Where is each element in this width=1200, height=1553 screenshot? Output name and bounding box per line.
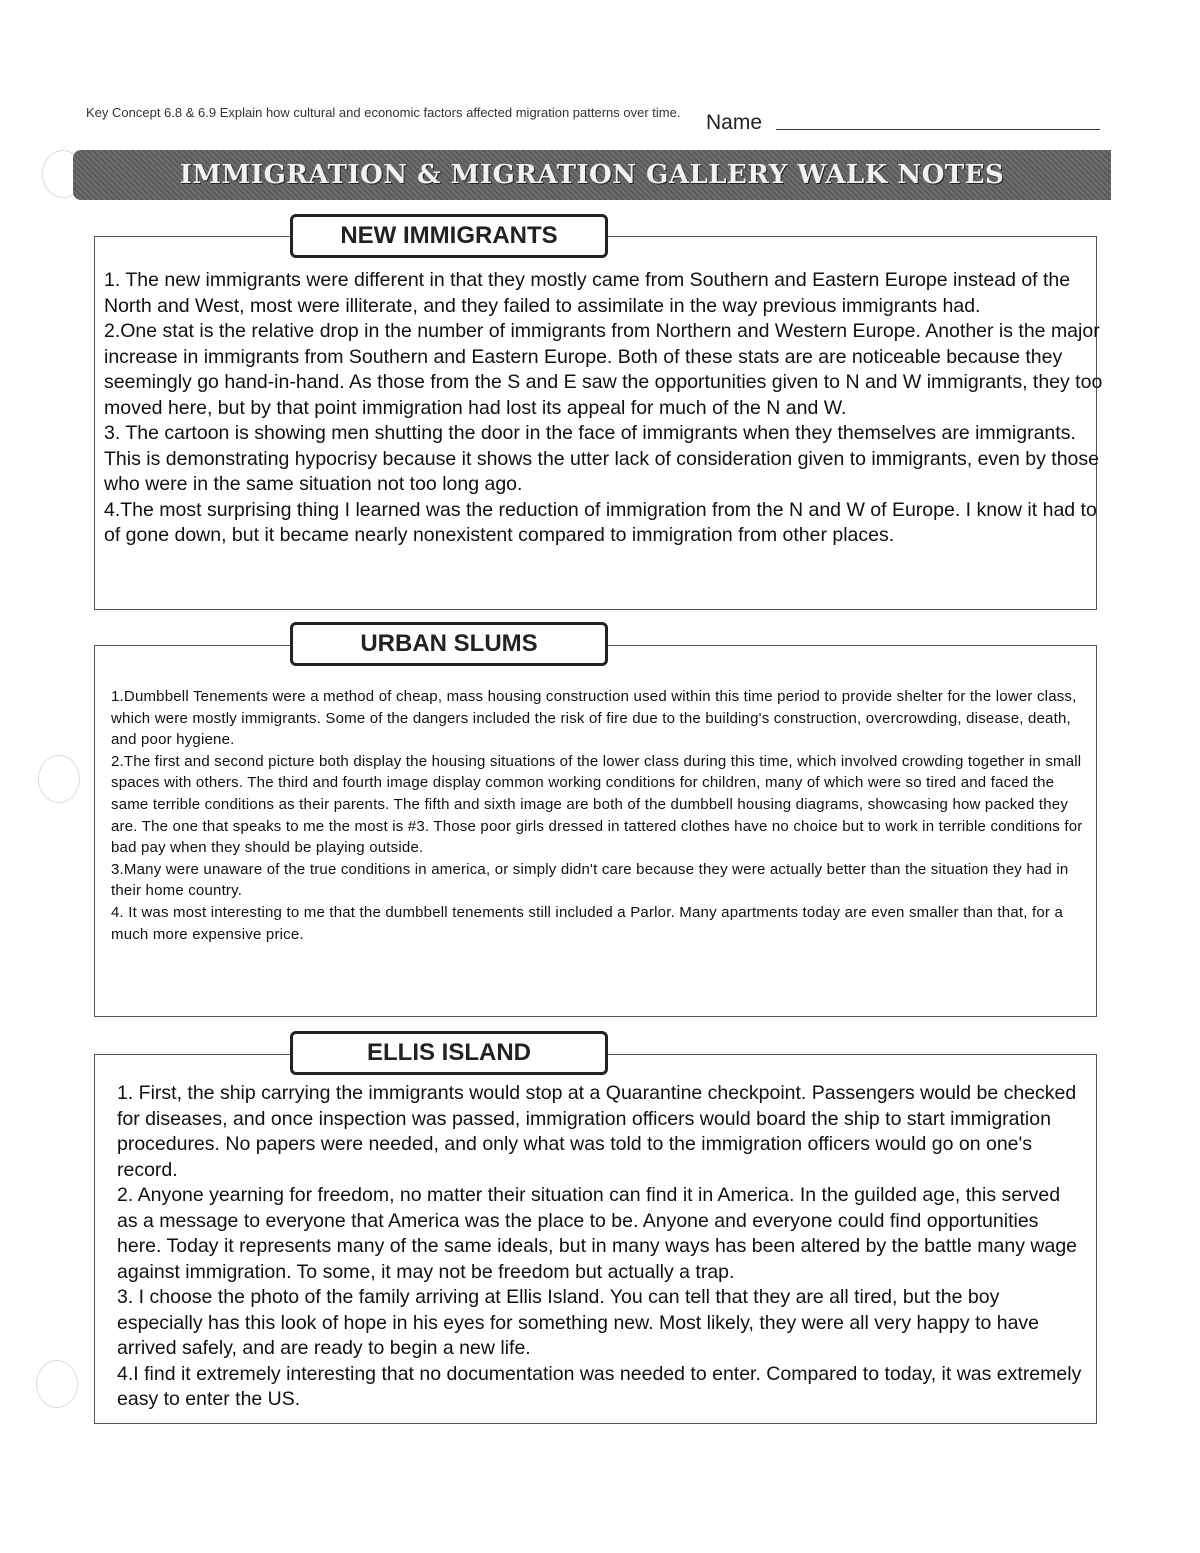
answer-item: 4.The most surprising thing I learned was the reduction of immigration from the N and W of Europe. I know it had to of gone down, but it became nearly nonexistent compared to immigration from other places. <box>104 498 1097 546</box>
punch-hole-mark <box>36 1360 78 1408</box>
answer-item: 3.Many were unaware of the true conditions in america, or simply didn't care because they were actually better than the situation they had in their home country. <box>111 860 1069 900</box>
answer-item: 2. Anyone yearning for freedom, no matter their situation can find it in America. In the guilded age, this served as a message to everyone that America was the place to be. Anyone and everyone could find opportunities here. Today it represents many of the same ideals, but in many ways has been altered by the battle many wage against immigration. To some, it may not be freedom but actually a trap. <box>117 1184 1078 1283</box>
section-answers-new-immigrants <box>104 268 1104 549</box>
answer-item: 4. It was most interesting to me that the dumbbell tenements still included a Parlor. Many apartments today are even smaller than that, for a much more expensive price. <box>111 903 1064 943</box>
answer-item: 3. I choose the photo of the family arriving at Ellis Island. You can tell that they are all tired, but the boy especially has this look of hope in his eyes for something new. Most likely, they were all very happy to have arrived safely, and are ready to begin a new life. <box>117 1286 1040 1359</box>
answer-item: 3. The cartoon is showing men shutting the door in the face of immigrants when they themselves are immigrants. This is demonstrating hypocrisy because it shows the utter lack of consideration given to immigrants, even by those who were in the same situation not too long ago. <box>104 422 1099 495</box>
page-title: IMMIGRATION & MIGRATION GALLERY WALK NOTES <box>179 160 1005 190</box>
section-title-ellis-island: ELLIS ISLAND <box>290 1031 608 1075</box>
answer-item: 1. The new immigrants were different in that they mostly came from Southern and Eastern Europe instead of the North and West, most were illiterate, and they failed to assimilate in the way previous immigrants had. <box>104 269 1071 317</box>
answer-item: 1. First, the ship carrying the immigrants would stop at a Quarantine checkpoint. Passengers would be checked for diseases, and once inspection was passed, immigration officers would board the ship to start immigration procedures. No papers were needed, and only what was told to the immigration officers would go on one's record. <box>117 1082 1077 1181</box>
answer-item: 1.Dumbbell Tenements were a method of cheap, mass housing construction used within this time period to provide shelter for the lower class, which were mostly immigrants. Some of the dangers included the risk of fire due to the building's construction, overcrowding, disease, death, and poor hygiene. <box>111 688 1077 749</box>
answer-item: 2.The first and second picture both display the housing situations of the lower class during this time, which involved crowding together in small spaces with others. The third and fourth image display common working conditions for children, many of which were so tired and faced the same terrible conditions as their parents. The fifth and sixth image are both of the dumbbell housing diagrams, showcasing how packed they are. The one that speaks to me the most is #3. Those poor girls dressed in tattered clothes have no choice but to work in terrible conditions for bad pay when they should be playing outside. <box>111 752 1083 857</box>
punch-hole-mark <box>38 755 80 803</box>
section-title-new-immigrants: NEW IMMIGRANTS <box>290 214 608 258</box>
answer-item: 2.One stat is the relative drop in the number of immigrants from Northern and Western Europe. Another is the major increase in immigrants from Southern and Eastern Europe. Both of these stats are are noticeable because they seemingly go hand-in-hand. As those from the S and E saw the opportunities given to N and W immigrants, they too moved here, but by that point immigration had lost its appeal for much of the N and W. <box>104 320 1103 419</box>
name-line <box>776 129 1100 130</box>
key-concept-text: Key Concept 6.8 & 6.9 Explain how cultural and economic factors affected migration patterns over time. <box>86 105 681 120</box>
section-answers-urban-slums <box>111 686 1086 945</box>
page-title-banner <box>73 150 1111 200</box>
section-title-urban-slums: URBAN SLUMS <box>290 622 608 666</box>
name-label: Name <box>706 111 763 134</box>
section-answers-ellis-island <box>117 1081 1082 1413</box>
answer-item: 4.I find it extremely interesting that no documentation was needed to enter. Compared to today, it was extremely easy to enter the US. <box>117 1362 1082 1410</box>
